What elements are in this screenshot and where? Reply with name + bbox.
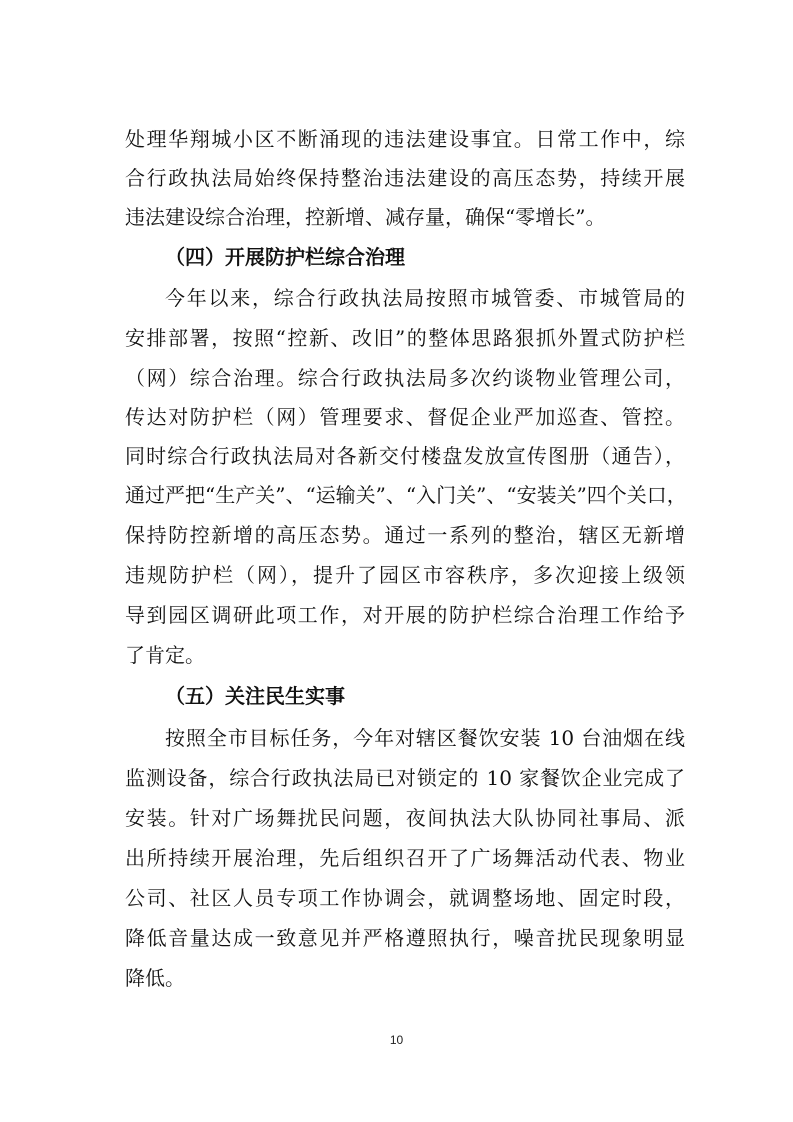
- paragraph-line: 监测设备，综合行政执法局已对锁定的 10 家餐饮企业完成了: [125, 766, 685, 790]
- paragraph-line: 合行政执法局始终保持整治违法建设的高压态势，持续开展: [125, 166, 685, 190]
- section-heading-4: （四）开展防护栏综合治理: [165, 245, 405, 269]
- paragraph-line: 通过严把“生产关”、“运输关”、“入门关”、“安装关”四个关口，: [125, 483, 687, 507]
- paragraph-line: 公司、社区人员专项工作协调会，就调整场地、固定时段，: [125, 886, 685, 910]
- paragraph-line: 保持防控新增的高压态势。通过一系列的整治，辖区无新增: [125, 523, 685, 547]
- paragraph-line: 同时综合行政执法局对各新交付楼盘发放宣传图册（通告），: [125, 444, 685, 468]
- paragraph-line: 导到园区调研此项工作，对开展的防护栏综合治理工作给予: [125, 603, 685, 627]
- paragraph-line: 安排部署，按照“控新、改旧”的整体思路狠抓外置式防护栏: [125, 326, 685, 350]
- paragraph-line: 处理华翔城小区不断涌现的违法建设事宜。日常工作中，综: [125, 127, 685, 151]
- paragraph-line: 违规防护栏（网），提升了园区市容秩序，多次迎接上级领: [125, 563, 685, 587]
- paragraph-line: 违法建设综合治理，控新增、减存量，确保“零增长”。: [125, 205, 606, 229]
- paragraph-line: 了肯定。: [125, 643, 205, 667]
- paragraph-line: 降低。: [125, 966, 185, 990]
- paragraph-line: 安装。针对广场舞扰民问题，夜间执法大队协同社事局、派: [125, 806, 685, 830]
- section-heading-5: （五）关注民生实事: [165, 684, 345, 708]
- page-number: 10: [389, 1033, 404, 1047]
- paragraph-line: 传达对防护栏（网）管理要求、督促企业严加巡查、管控。: [125, 405, 685, 429]
- paragraph-line: 按照全市目标任务，今年对辖区餐饮安装 10 台油烟在线: [165, 726, 685, 750]
- paragraph-line: 出所持续开展治理，先后组织召开了广场舞活动代表、物业: [125, 846, 685, 870]
- paragraph-line: （网）综合治理。综合行政执法局多次约谈物业管理公司，: [125, 366, 685, 390]
- paragraph-line: 今年以来，综合行政执法局按照市城管委、市城管局的: [165, 286, 685, 310]
- paragraph-line: 降低音量达成一致意见并严格遵照执行，噪音扰民现象明显: [125, 926, 685, 950]
